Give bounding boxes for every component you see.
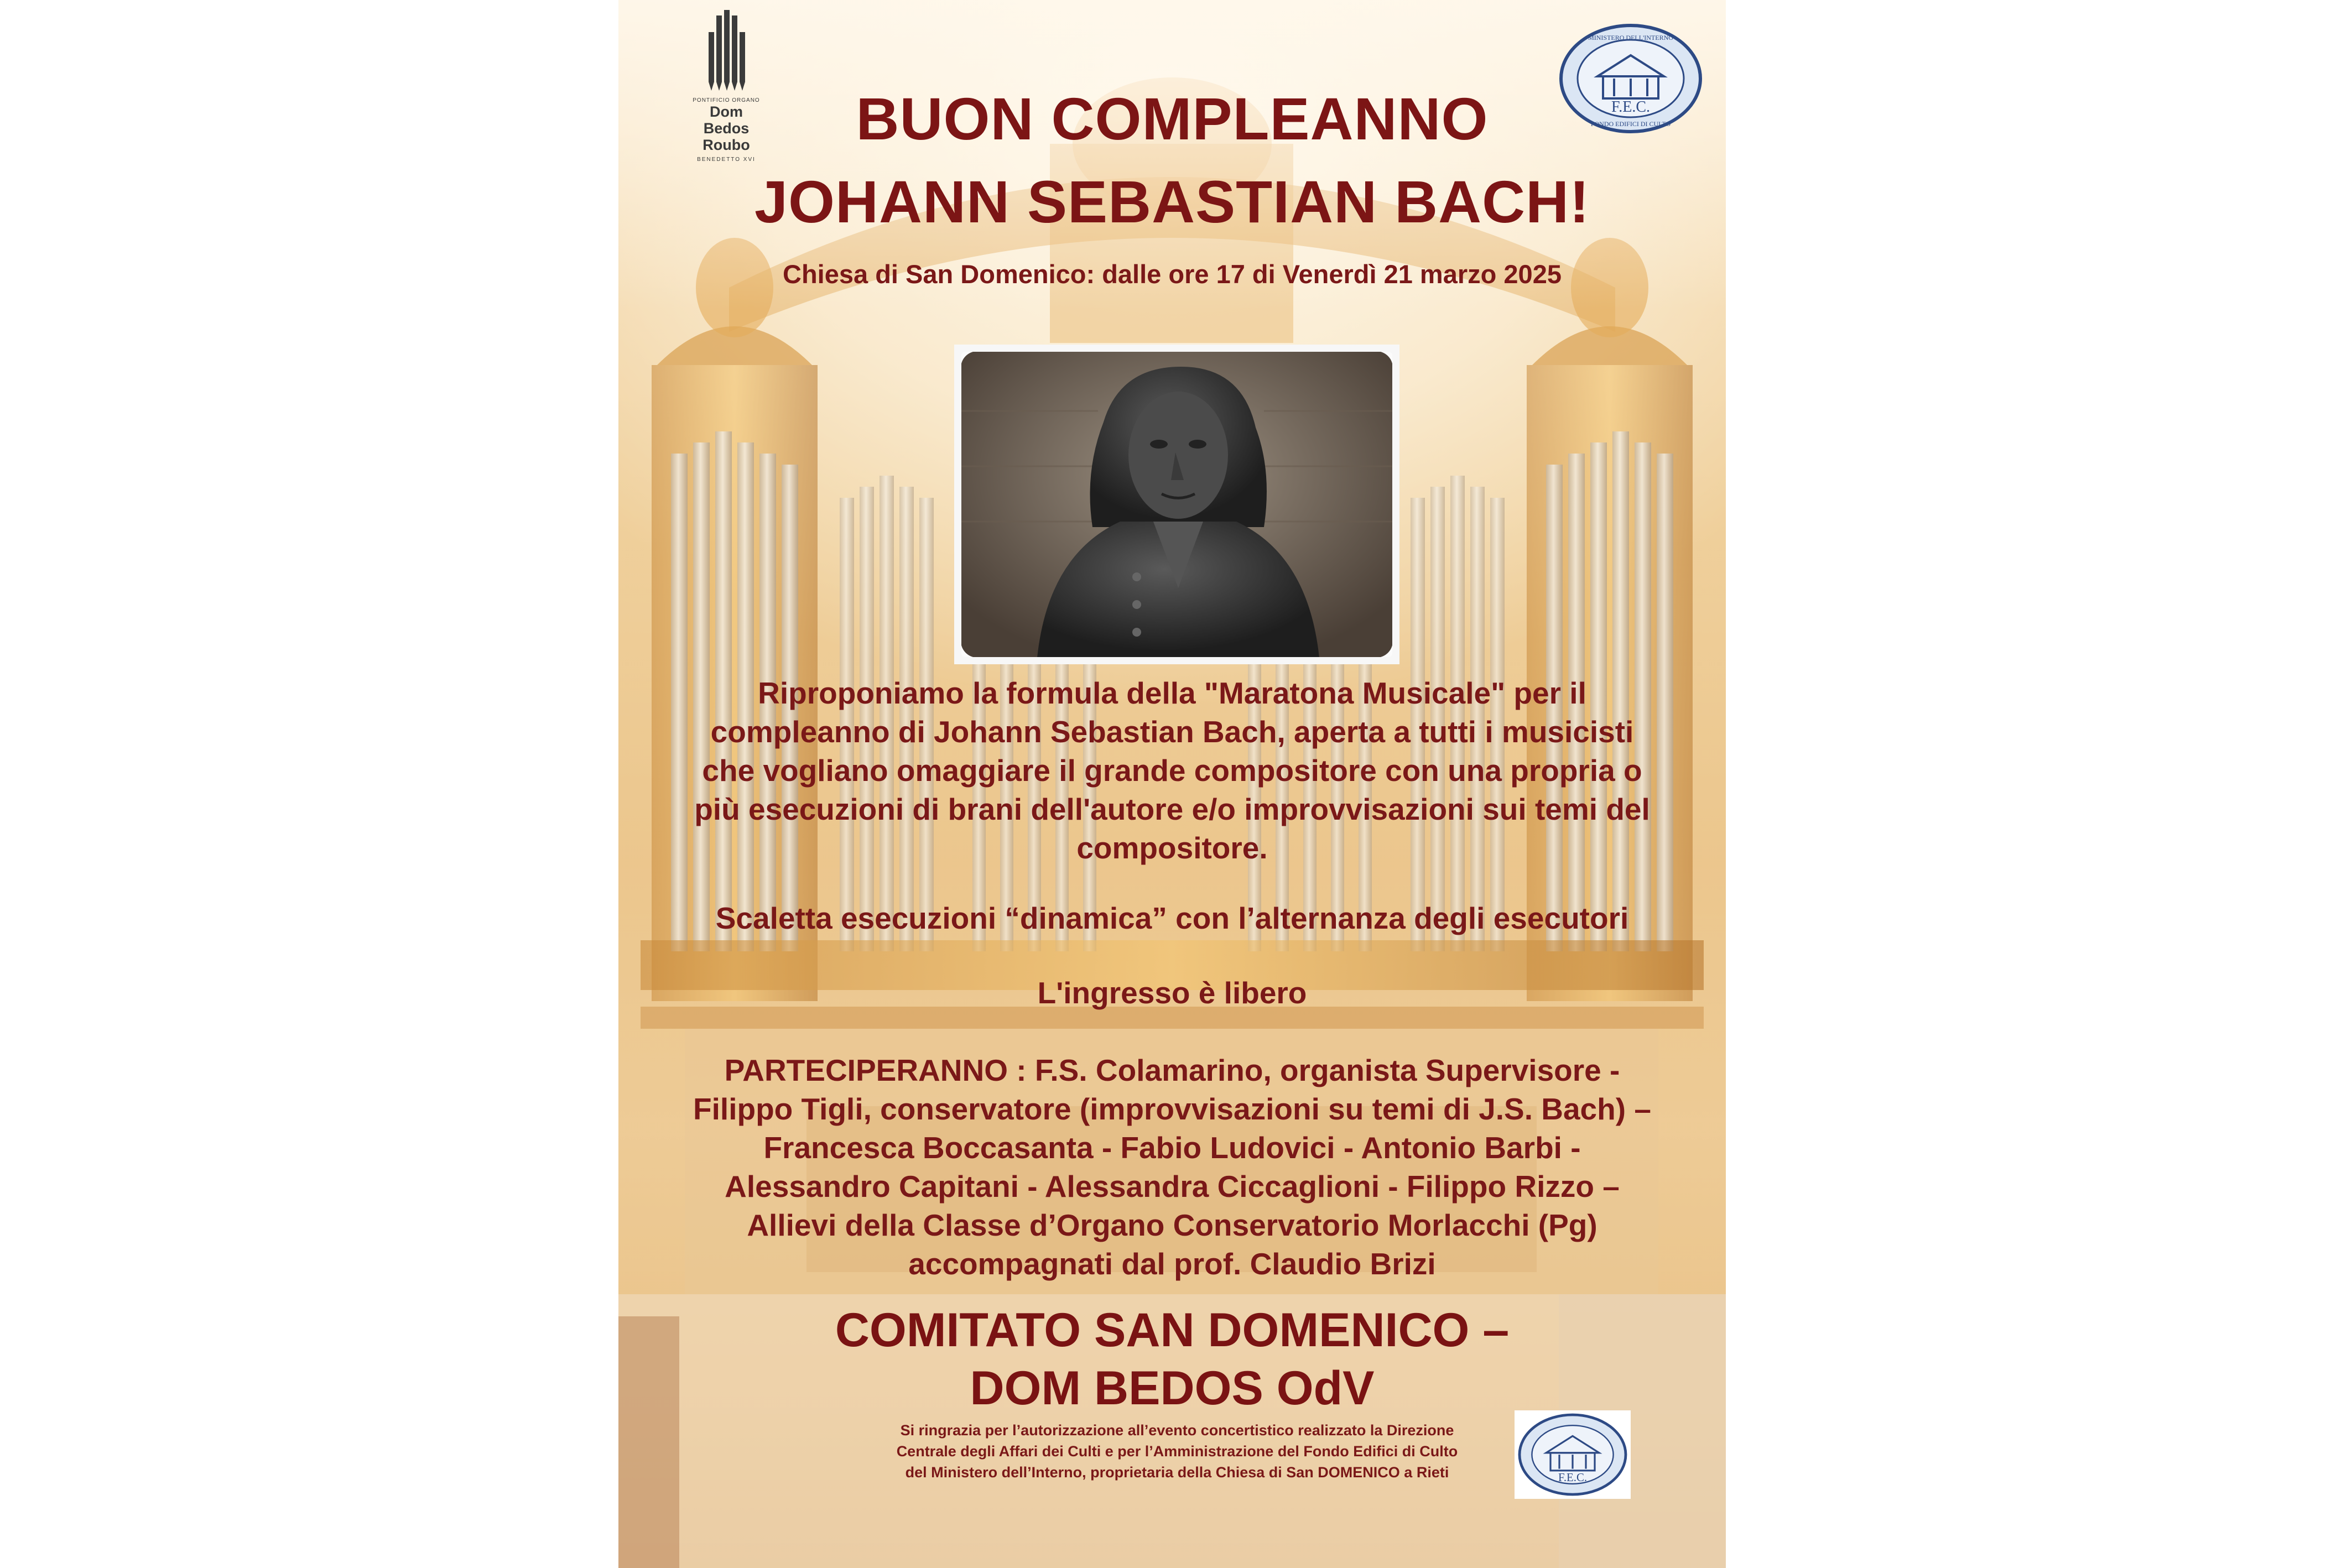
intro-line: compositore. [1076,831,1268,865]
participants-line: Alessandro Capitani - Alessandra Ciccaglioni - Filippo Rizzo – [725,1169,1620,1204]
committee-line-2: DOM BEDOS OdV [970,1362,1375,1415]
acknowledgement-line: del Ministero dell’Interno, proprietaria della Chiesa di San DOMENICO a Rieti [905,1464,1449,1481]
logo-line-1: PONTIFICIO ORGANO [693,97,760,103]
event-date-location: Chiesa di San Domenico: dalle ore 17 di Venerdì 21 marzo 2025 [783,259,1562,289]
schedule-note: Scaletta esecuzioni “dinamica” con l’alternanza degli esecutori [715,901,1629,935]
bach-statue-image [954,345,1399,664]
fec-seal-bottom-frame [1515,1410,1631,1499]
intro-line: compleanno di Johann Sebastian Bach, aperta a tutti i musicisti [710,715,1634,749]
intro-line: Riproponiamo la formula della "Maratona Musicale" per il [758,676,1586,710]
intro-paragraph [663,674,1682,867]
participants-line: PARTECIPERANNO : F.S. Colamarino, organista Supervisore - [724,1053,1620,1087]
entry-note: L'ingresso è libero [1037,976,1307,1010]
fec-seal-bottom [1515,1410,1631,1499]
intro-line: che vogliano omaggiare il grande compositore con una propria o [702,753,1642,788]
acknowledgement-line: Centrale degli Affari dei Culti e per l’Amministrazione del Fondo Edifici di Culto [896,1443,1458,1460]
participants-line: Allievi della Classe d’Organo Conservatorio Morlacchi (Pg) [747,1208,1598,1242]
acknowledgement-note [784,1420,1570,1483]
intro-line: più esecuzioni di brani dell'autore e/o improvvisazioni sui temi del [694,792,1650,826]
acknowledgement-line: Si ringrazia per l’autorizzazione all’evento concertistico realizzato la Direzione [900,1422,1454,1439]
svg-text:F.E.C.: F.E.C. [1558,1471,1588,1484]
participants-line: accompagnati dal prof. Claudio Brizi [908,1247,1436,1281]
svg-text:F.E.C.: F.E.C. [1611,98,1651,116]
participants-line: Francesca Boccasanta - Fabio Ludovici - Antonio Barbi - [763,1131,1581,1165]
committee-line-1: COMITATO SAN DOMENICO – [835,1304,1510,1357]
title-line-1: BUON COMPLEANNO [856,85,1489,152]
svg-text:FONDO EDIFICI DI CULTO: FONDO EDIFICI DI CULTO [1590,120,1671,128]
participants-line: Filippo Tigli, conservatore (improvvisazioni su temi di J.S. Bach) – [693,1092,1651,1126]
logo-line-3: Roubo [703,137,750,153]
title-line-2: JOHANN SEBASTIAN BACH! [754,168,1590,235]
svg-text:MINISTERO DELL'INTERNO: MINISTERO DELL'INTERNO [1588,34,1673,41]
logo-line-2: Dom Bedos [703,103,750,137]
event-poster [618,0,1726,1568]
participants-list [663,1051,1682,1283]
bach-statue-photo [954,345,1399,664]
logo-line-4: BENEDETTO XVI [697,157,756,163]
